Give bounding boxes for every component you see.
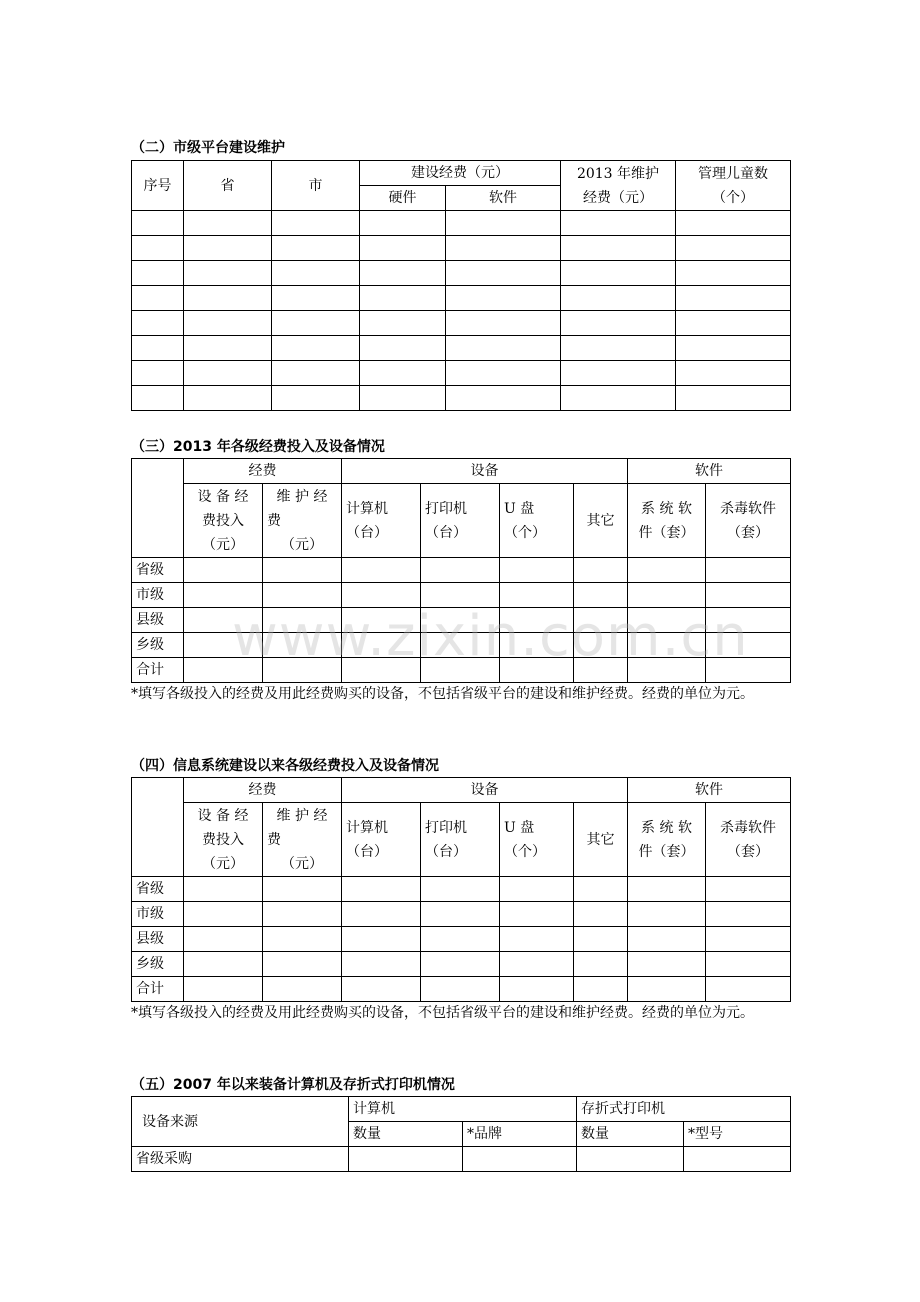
header-printer — [421, 484, 500, 558]
cell[interactable] — [360, 336, 446, 361]
header-maintenance-line2: 经费（元） — [583, 189, 653, 206]
cell[interactable] — [706, 902, 791, 927]
cell[interactable] — [184, 311, 272, 336]
cell[interactable] — [184, 952, 263, 977]
header-children-line1: 管理儿童数 — [698, 165, 768, 182]
cell[interactable] — [360, 286, 446, 311]
cell[interactable] — [132, 336, 184, 361]
cell[interactable] — [574, 877, 628, 902]
header-udisk — [500, 803, 574, 877]
header-children-line2: （个） — [712, 189, 754, 206]
header-text: 维 护 经 — [276, 488, 328, 505]
funding-since-start-table — [131, 777, 791, 1002]
header-build-cost: 建设经费（元） — [360, 161, 561, 186]
header-funds: 经费 — [184, 459, 342, 484]
cell[interactable] — [272, 311, 360, 336]
header-text: 费投入 — [202, 512, 244, 529]
cell[interactable] — [574, 927, 628, 952]
table-row — [132, 558, 791, 583]
cell[interactable] — [628, 902, 706, 927]
cell[interactable] — [628, 952, 706, 977]
header-text: （台） — [425, 843, 467, 860]
header-text: 费 — [267, 831, 281, 848]
cell[interactable] — [184, 386, 272, 411]
header-maintenance-line1: 2013 年维护 — [576, 165, 660, 182]
cell[interactable] — [561, 236, 676, 261]
header-text: U 盘 — [504, 819, 535, 836]
cell[interactable] — [421, 927, 500, 952]
header-text: （个） — [504, 524, 546, 541]
header-antivirus — [706, 484, 791, 558]
header-text: 计算机 — [346, 819, 388, 836]
cell[interactable] — [184, 261, 272, 286]
header-text: （元） — [202, 855, 244, 872]
header-text: （元） — [281, 536, 323, 553]
section5-title: （五）2007 年以来装备计算机及存折式打印机情况 — [131, 1077, 455, 1093]
cell[interactable] — [184, 211, 272, 236]
header-city: 市 — [272, 161, 360, 211]
row-label: 县级 — [132, 927, 184, 952]
cell[interactable] — [446, 236, 561, 261]
cell[interactable] — [676, 361, 791, 386]
cell[interactable] — [184, 336, 272, 361]
cell[interactable] — [184, 286, 272, 311]
header-equipment: 设备 — [342, 459, 628, 484]
header-text: （元） — [281, 855, 323, 872]
cell[interactable] — [446, 336, 561, 361]
header-maintenance-cost — [561, 161, 676, 211]
cell[interactable] — [574, 977, 628, 1002]
cell[interactable] — [574, 558, 628, 583]
cell[interactable] — [676, 261, 791, 286]
cell[interactable] — [184, 361, 272, 386]
header-udisk — [500, 484, 574, 558]
cell[interactable] — [446, 311, 561, 336]
table-row — [132, 211, 791, 236]
header-text: （元） — [202, 536, 244, 553]
header-text: 打印机 — [425, 819, 467, 836]
header-text: 计算机 — [346, 500, 388, 517]
cell[interactable] — [132, 211, 184, 236]
row-label: 省级采购 — [132, 1147, 349, 1172]
header-text: 杀毒软件 — [720, 819, 776, 836]
cell[interactable] — [446, 386, 561, 411]
cell[interactable] — [360, 386, 446, 411]
header-province: 省 — [184, 161, 272, 211]
cell[interactable] — [706, 927, 791, 952]
row-label: 市级 — [132, 902, 184, 927]
cell[interactable] — [184, 558, 263, 583]
cell[interactable] — [561, 286, 676, 311]
cell[interactable] — [263, 927, 342, 952]
table-row — [132, 236, 791, 261]
cell[interactable] — [263, 558, 342, 583]
table-row — [132, 927, 791, 952]
section3-title: （三）2013 年各级经费投入及设备情况 — [131, 439, 385, 455]
header-printer — [421, 803, 500, 877]
header-text: 系 统 软 — [641, 819, 692, 836]
cell[interactable] — [676, 236, 791, 261]
row-label: 省级 — [132, 877, 184, 902]
cell[interactable] — [360, 236, 446, 261]
header-model: *型号 — [684, 1122, 791, 1147]
header-other: 其它 — [574, 484, 628, 558]
cell[interactable] — [421, 977, 500, 1002]
header-system-software — [628, 484, 706, 558]
cell[interactable] — [272, 361, 360, 386]
row-label: 省级 — [132, 558, 184, 583]
cell[interactable] — [342, 977, 421, 1002]
cell[interactable] — [500, 977, 574, 1002]
cell[interactable] — [706, 952, 791, 977]
header-text: （台） — [425, 524, 467, 541]
cell[interactable] — [500, 877, 574, 902]
cell[interactable] — [342, 877, 421, 902]
cell[interactable] — [706, 977, 791, 1002]
cell[interactable] — [421, 902, 500, 927]
cell[interactable] — [676, 336, 791, 361]
section2-title: （二）市级平台建设维护 — [131, 140, 285, 156]
cell[interactable] — [342, 902, 421, 927]
cell[interactable] — [577, 1147, 684, 1172]
cell[interactable] — [132, 311, 184, 336]
cell[interactable] — [342, 952, 421, 977]
row-label: 乡级 — [132, 633, 184, 658]
cell[interactable] — [132, 361, 184, 386]
cell[interactable] — [676, 311, 791, 336]
table-row — [132, 386, 791, 411]
header-software: 软件 — [446, 186, 561, 211]
cell[interactable] — [184, 877, 263, 902]
cell[interactable] — [676, 286, 791, 311]
cell[interactable] — [561, 311, 676, 336]
cell[interactable] — [263, 902, 342, 927]
header-children-count — [676, 161, 791, 211]
row-label: 乡级 — [132, 952, 184, 977]
header-software: 软件 — [628, 459, 791, 484]
header-passbook-printer: 存折式打印机 — [577, 1097, 791, 1122]
table-row — [132, 902, 791, 927]
cell[interactable] — [446, 286, 561, 311]
cell[interactable] — [574, 952, 628, 977]
cell[interactable] — [500, 952, 574, 977]
header-antivirus — [706, 803, 791, 877]
header-text: 设 备 经 — [197, 488, 249, 505]
cell[interactable] — [184, 977, 263, 1002]
header-text: 费 — [267, 512, 281, 529]
cell[interactable] — [706, 558, 791, 583]
cell[interactable] — [500, 927, 574, 952]
cell[interactable] — [421, 952, 500, 977]
cell[interactable] — [561, 361, 676, 386]
cell[interactable] — [342, 558, 421, 583]
header-text: 件（套） — [638, 843, 695, 860]
header-equipment: 设备 — [342, 778, 628, 803]
cell[interactable] — [272, 286, 360, 311]
city-platform-table — [131, 160, 791, 411]
header-system-software — [628, 803, 706, 877]
header-quantity: 数量 — [349, 1122, 463, 1147]
header-funds: 经费 — [184, 778, 342, 803]
header-equip-invest — [184, 484, 263, 558]
header-seq: 序号 — [132, 161, 184, 211]
cell[interactable] — [676, 211, 791, 236]
cell[interactable] — [676, 386, 791, 411]
cell[interactable] — [272, 211, 360, 236]
cell[interactable] — [132, 386, 184, 411]
cell[interactable] — [360, 361, 446, 386]
cell[interactable] — [500, 558, 574, 583]
cell[interactable] — [561, 336, 676, 361]
table-row — [132, 361, 791, 386]
cell[interactable] — [184, 236, 272, 261]
table-row — [132, 977, 791, 1002]
row-label: 市级 — [132, 583, 184, 608]
header-software: 软件 — [628, 778, 791, 803]
header-equip-invest — [184, 803, 263, 877]
header-brand: *品牌 — [463, 1122, 577, 1147]
cell[interactable] — [463, 1147, 577, 1172]
header-blank — [132, 459, 184, 558]
section3-note: *填写各级投入的经费及用此经费购买的设备，不包括省级平台的建设和维护经费。经费的单位为元。 — [131, 686, 754, 702]
cell[interactable] — [561, 386, 676, 411]
cell[interactable] — [628, 927, 706, 952]
header-computer: 计算机 — [349, 1097, 577, 1122]
cell[interactable] — [684, 1147, 791, 1172]
header-text: 打印机 — [425, 500, 467, 517]
table-row — [132, 311, 791, 336]
cell[interactable] — [574, 902, 628, 927]
cell[interactable] — [272, 336, 360, 361]
cell[interactable] — [349, 1147, 463, 1172]
cell[interactable] — [132, 236, 184, 261]
cell[interactable] — [132, 261, 184, 286]
cell[interactable] — [272, 236, 360, 261]
row-label: 合计 — [132, 658, 184, 683]
section4-note: *填写各级投入的经费及用此经费购买的设备，不包括省级平台的建设和维护经费。经费的单位为元。 — [131, 1005, 754, 1021]
header-text: 件（套） — [638, 524, 695, 541]
cell[interactable] — [421, 558, 500, 583]
cell[interactable] — [184, 902, 263, 927]
cell[interactable] — [342, 927, 421, 952]
cell[interactable] — [446, 361, 561, 386]
cell[interactable] — [628, 877, 706, 902]
header-text: 维 护 经 — [276, 807, 328, 824]
cell[interactable] — [360, 211, 446, 236]
header-text: 系 统 软 — [641, 500, 692, 517]
row-label: 县级 — [132, 608, 184, 633]
header-text: （台） — [346, 843, 388, 860]
cell[interactable] — [263, 977, 342, 1002]
cell[interactable] — [446, 261, 561, 286]
table-row — [132, 286, 791, 311]
watermark: www.zixin.com.cn — [232, 604, 749, 669]
header-blank — [132, 778, 184, 877]
table-row — [132, 952, 791, 977]
header-text: （套） — [727, 524, 769, 541]
cell[interactable] — [421, 877, 500, 902]
header-hardware: 硬件 — [360, 186, 446, 211]
header-quantity-printer: 数量 — [577, 1122, 684, 1147]
cell[interactable] — [132, 286, 184, 311]
cell[interactable] — [184, 927, 263, 952]
header-text: （个） — [504, 843, 546, 860]
header-computer — [342, 484, 421, 558]
cell[interactable] — [360, 261, 446, 286]
header-text: U 盘 — [504, 500, 535, 517]
row-label: 合计 — [132, 977, 184, 1002]
header-maint-cost — [263, 484, 342, 558]
cell[interactable] — [272, 261, 360, 286]
cell[interactable] — [706, 877, 791, 902]
cell[interactable] — [628, 558, 706, 583]
cell[interactable] — [500, 902, 574, 927]
cell[interactable] — [360, 311, 446, 336]
table-row — [132, 261, 791, 286]
header-computer — [342, 803, 421, 877]
header-text: （套） — [727, 843, 769, 860]
cell[interactable] — [446, 211, 561, 236]
cell[interactable] — [263, 877, 342, 902]
header-text: 费投入 — [202, 831, 244, 848]
table-row — [132, 336, 791, 361]
table-row — [132, 877, 791, 902]
header-text: 杀毒软件 — [720, 500, 776, 517]
table-row — [132, 1147, 791, 1172]
equipment-since-2007-table — [131, 1096, 791, 1172]
header-text: （台） — [346, 524, 388, 541]
cell[interactable] — [561, 261, 676, 286]
cell[interactable] — [628, 977, 706, 1002]
cell[interactable] — [561, 211, 676, 236]
cell[interactable] — [272, 386, 360, 411]
header-source: 设备来源 — [132, 1097, 349, 1147]
header-maint-cost — [263, 803, 342, 877]
header-other: 其它 — [574, 803, 628, 877]
header-text: 设 备 经 — [197, 807, 249, 824]
cell[interactable] — [263, 952, 342, 977]
section4-title: （四）信息系统建设以来各级经费投入及设备情况 — [131, 758, 439, 774]
